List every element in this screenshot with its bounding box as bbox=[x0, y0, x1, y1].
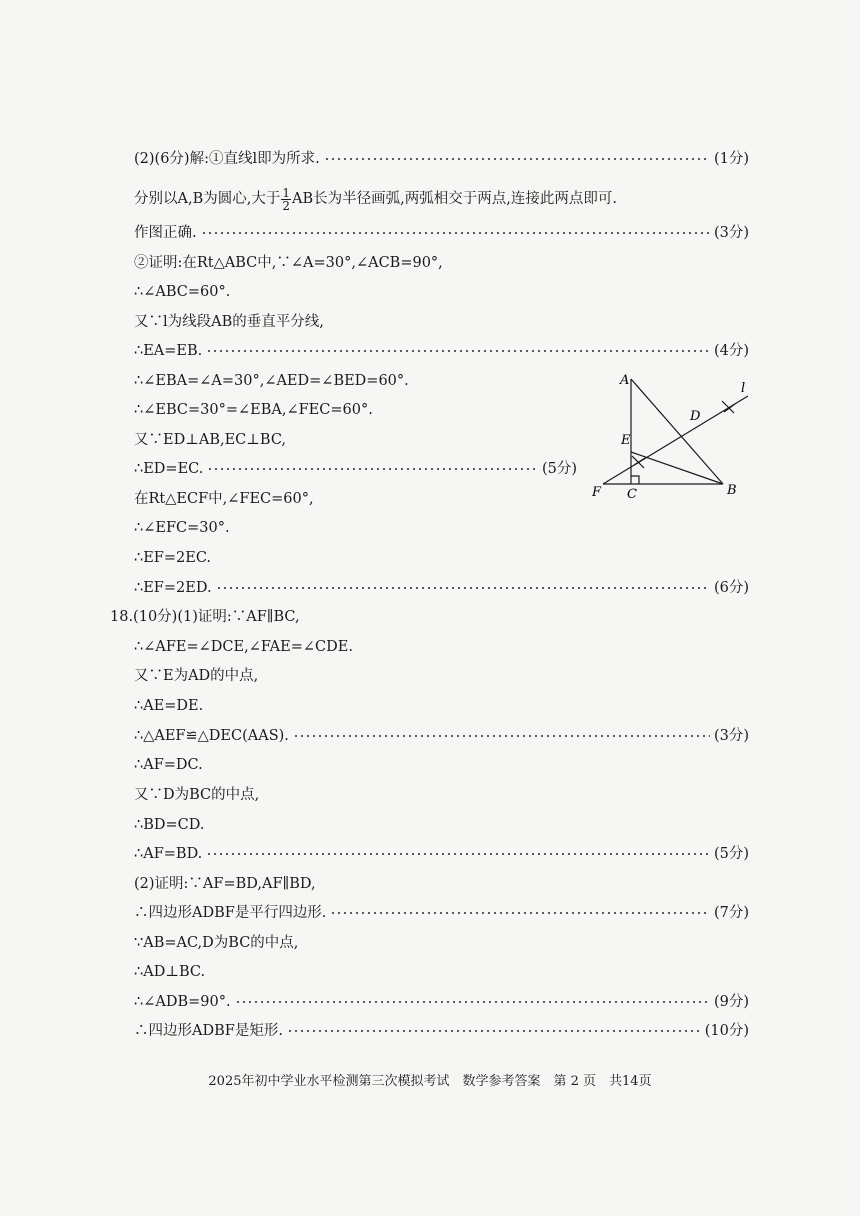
right-angle-mark bbox=[631, 476, 639, 484]
answer-text: 18.(10分)(1)证明:∵AF∥BC, bbox=[110, 609, 300, 625]
answer-text: ∴∠ABC=60°. bbox=[134, 284, 231, 300]
point-label-B: B bbox=[727, 483, 737, 498]
answer-line bbox=[134, 842, 749, 866]
fraction-numerator: 1 bbox=[282, 185, 290, 200]
score-label: (1分) bbox=[713, 151, 749, 167]
answer-text: 又∵l为线段AB的垂直平分线, bbox=[134, 314, 324, 330]
leader-dots bbox=[206, 853, 710, 855]
leader-dots bbox=[201, 232, 710, 234]
answer-text: 又∵E为AD的中点, bbox=[134, 668, 259, 684]
answer-text: ∴AF=DC. bbox=[134, 757, 203, 773]
answer-text: ∴∠EFC=30°. bbox=[134, 520, 230, 536]
answer-line bbox=[134, 183, 749, 215]
answer-line bbox=[134, 457, 577, 481]
answer-text: ∴∠ADB=90°. bbox=[134, 994, 231, 1010]
score-label: (4分) bbox=[713, 343, 749, 359]
answer-line bbox=[134, 251, 749, 275]
page-footer: 2025年初中学业水平检测第三次模拟考试 数学参考答案 第 2 页 共14页 bbox=[208, 1074, 652, 1089]
answer-line bbox=[134, 753, 749, 777]
point-label-A: A bbox=[620, 373, 630, 388]
fraction-denominator: 2 bbox=[282, 198, 290, 213]
point-label-F: F bbox=[592, 485, 602, 500]
geometry-figure bbox=[588, 370, 756, 500]
answer-text: ∴BD=CD. bbox=[134, 817, 205, 833]
leader-dots bbox=[216, 587, 710, 589]
answer-line bbox=[134, 310, 749, 334]
answer-text: ∴∠AFE=∠DCE,∠FAE=∠CDE. bbox=[134, 639, 353, 655]
leader-dots bbox=[330, 912, 710, 914]
answer-line bbox=[134, 783, 749, 807]
point-label-D: D bbox=[690, 409, 701, 424]
answer-line bbox=[134, 724, 749, 748]
answer-text: (2)(6分)解:①直线l即为所求. bbox=[134, 151, 320, 167]
answer-text: ∴AE=DE. bbox=[134, 698, 204, 714]
score-label: (7分) bbox=[713, 905, 749, 921]
leader-dots bbox=[207, 468, 538, 470]
leader-dots bbox=[293, 735, 710, 737]
triangle-diagram bbox=[588, 370, 756, 500]
answer-line bbox=[134, 960, 749, 984]
answer-line bbox=[134, 221, 749, 245]
question-header bbox=[110, 605, 749, 629]
answer-line bbox=[134, 147, 749, 171]
answer-text: ∴四边形ADBF是矩形. bbox=[134, 1023, 283, 1039]
answer-line bbox=[134, 576, 749, 600]
answer-text: ∴EA=EB. bbox=[134, 343, 203, 359]
answer-line bbox=[134, 664, 749, 688]
answer-text: ∵AB=AC,D为BC的中点, bbox=[134, 935, 299, 951]
point-label-C: C bbox=[627, 487, 637, 500]
answer-text: ∴四边形ADBF是平行四边形. bbox=[134, 905, 327, 921]
answer-text: 分别以A,B为圆心,大于 bbox=[134, 191, 281, 207]
answer-text: ∴ED=EC. bbox=[134, 461, 204, 477]
score-label: (5分) bbox=[713, 846, 749, 862]
score-label: (6分) bbox=[713, 580, 749, 596]
answer-line bbox=[134, 990, 749, 1014]
answer-text: ∴EF=2EC. bbox=[134, 550, 212, 566]
answer-line bbox=[134, 516, 749, 540]
answer-text: ∴EF=2ED. bbox=[134, 580, 212, 596]
leader-dots bbox=[235, 1001, 710, 1003]
point-label-E: E bbox=[621, 433, 631, 448]
answer-text: ∴∠EBC=30°=∠EBA,∠FEC=60°. bbox=[134, 402, 373, 418]
answer-text: ∴AF=BD. bbox=[134, 846, 203, 862]
answer-line bbox=[134, 635, 749, 659]
leader-dots bbox=[324, 158, 710, 160]
line-label-l: l bbox=[741, 381, 746, 396]
answer-text: AB长为半径画弧,两弧相交于两点,连接此两点即可. bbox=[292, 191, 617, 207]
answer-line bbox=[134, 1019, 749, 1043]
score-label: (9分) bbox=[713, 994, 749, 1010]
answer-text: 在Rt△ECF中,∠FEC=60°, bbox=[134, 491, 314, 507]
score-label: (10分) bbox=[704, 1023, 749, 1039]
leader-dots bbox=[206, 350, 710, 352]
answer-line bbox=[134, 931, 749, 955]
answer-text: ∴△AEF≌△DEC(AAS). bbox=[134, 728, 289, 744]
leader-dots bbox=[287, 1030, 701, 1032]
answer-line bbox=[134, 339, 749, 363]
answer-text: 又∵ED⊥AB,EC⊥BC, bbox=[134, 432, 287, 448]
answer-line bbox=[134, 546, 749, 570]
answer-line bbox=[134, 813, 749, 837]
answer-text: ∴∠EBA=∠A=30°,∠AED=∠BED=60°. bbox=[134, 373, 409, 389]
fraction bbox=[281, 187, 291, 212]
answer-line bbox=[134, 872, 749, 896]
answer-text: (2)证明:∵AF=BD,AF∥BD, bbox=[134, 876, 316, 892]
score-label: (3分) bbox=[713, 728, 749, 744]
score-label: (3分) bbox=[713, 225, 749, 241]
score-label: (5分) bbox=[541, 461, 577, 477]
answer-text: 又∵D为BC的中点, bbox=[134, 787, 260, 803]
answer-line bbox=[134, 280, 749, 304]
answer-text: 作图正确. bbox=[134, 225, 197, 241]
answer-text: ②证明:在Rt△ABC中,∵∠A=30°,∠ACB=90°, bbox=[134, 255, 443, 271]
answer-text: ∴AD⊥BC. bbox=[134, 964, 206, 980]
answer-line bbox=[134, 694, 749, 718]
answer-line bbox=[134, 901, 749, 925]
